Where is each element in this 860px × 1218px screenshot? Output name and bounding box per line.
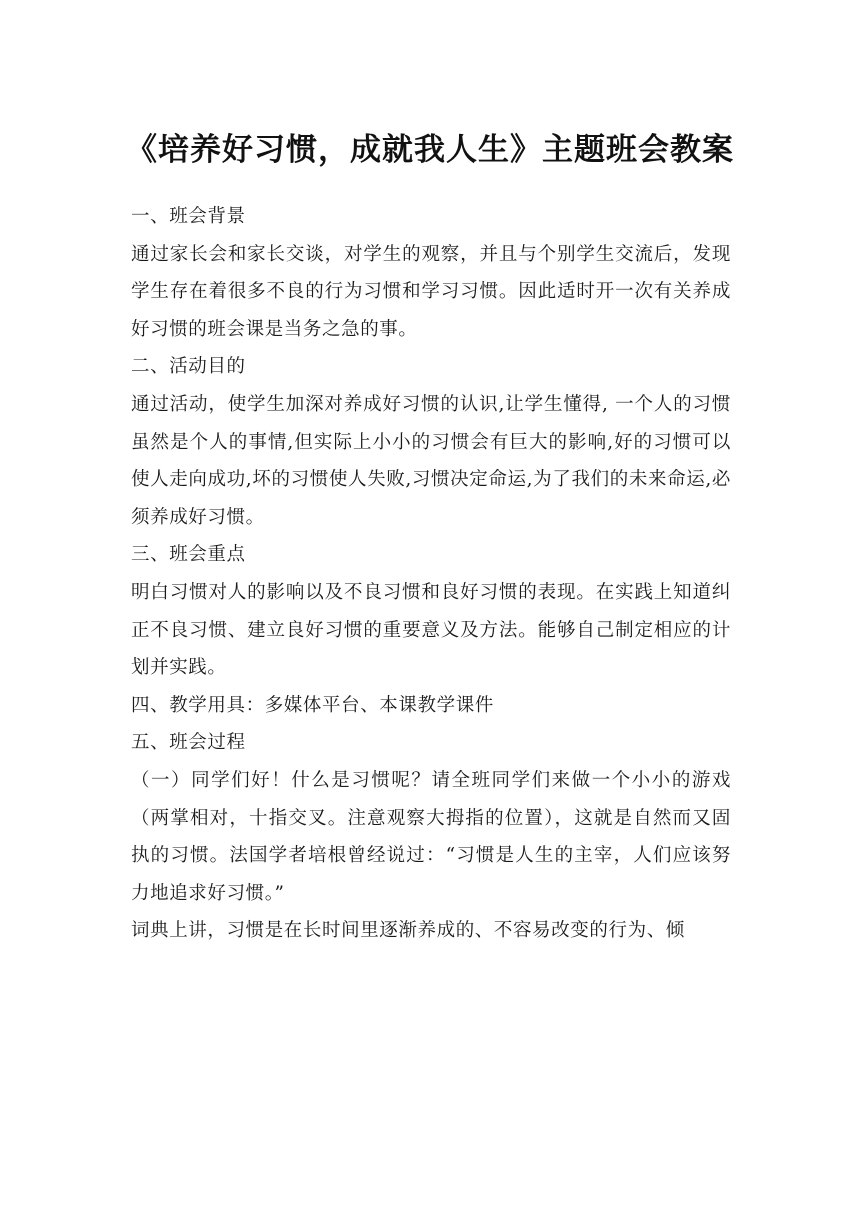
paragraph-goal: 通过活动，使学生加深对养成好习惯的认识,让学生懂得, 一个人的习惯虽然是个人的事情,但实际上小小的习惯会有巨大的影响,好的习惯可以使人走向成功,坏的习惯使人失败,习惯决定命运,为了我们的未来命运,必须养成好习惯。 (131, 393, 731, 528)
paragraph-process-definition: 词典上讲，习惯是在长时间里逐渐养成的、不容易改变的行为、倾 (131, 920, 685, 942)
section-heading-focus: 三、班会重点 (131, 544, 246, 566)
section-heading-background: 一、班会背景 (131, 206, 246, 227)
paragraph-focus: 明白习惯对人的影响以及不良习惯和良好习惯的表现。在实践上知道纠正不良习惯、建立良好习惯的重要意义及方法。能够自己制定相应的计划并实践。 (131, 581, 731, 679)
paragraph-process-intro: （一）同学们好！什么是习惯呢？请全班同学们来做一个小小的游戏（两掌相对，十指交叉。注意观察大拇指的位置），这就是自然而又固执的习惯。法国学者培根曾经说过：“习惯是人生的主宰，人们应该努力地追求好习惯。” (131, 769, 731, 904)
document-body (131, 198, 731, 950)
section-heading-tools: 四、教学用具：多媒体平台、本课教学课件 (131, 694, 494, 716)
section-heading-process: 五、班会过程 (131, 732, 246, 754)
paragraph-background: 通过家长会和家长交谈，对学生的观察，并且与个别学生交流后，发现学生存在着很多不良的行为习惯和学习习惯。因此适时开一次有关养成好习惯的班会课是当务之急的事。 (131, 243, 731, 340)
document-title: 《培养好习惯，成就我人生》主题班会教案 (126, 131, 734, 168)
section-heading-goal: 二、活动目的 (131, 356, 246, 378)
